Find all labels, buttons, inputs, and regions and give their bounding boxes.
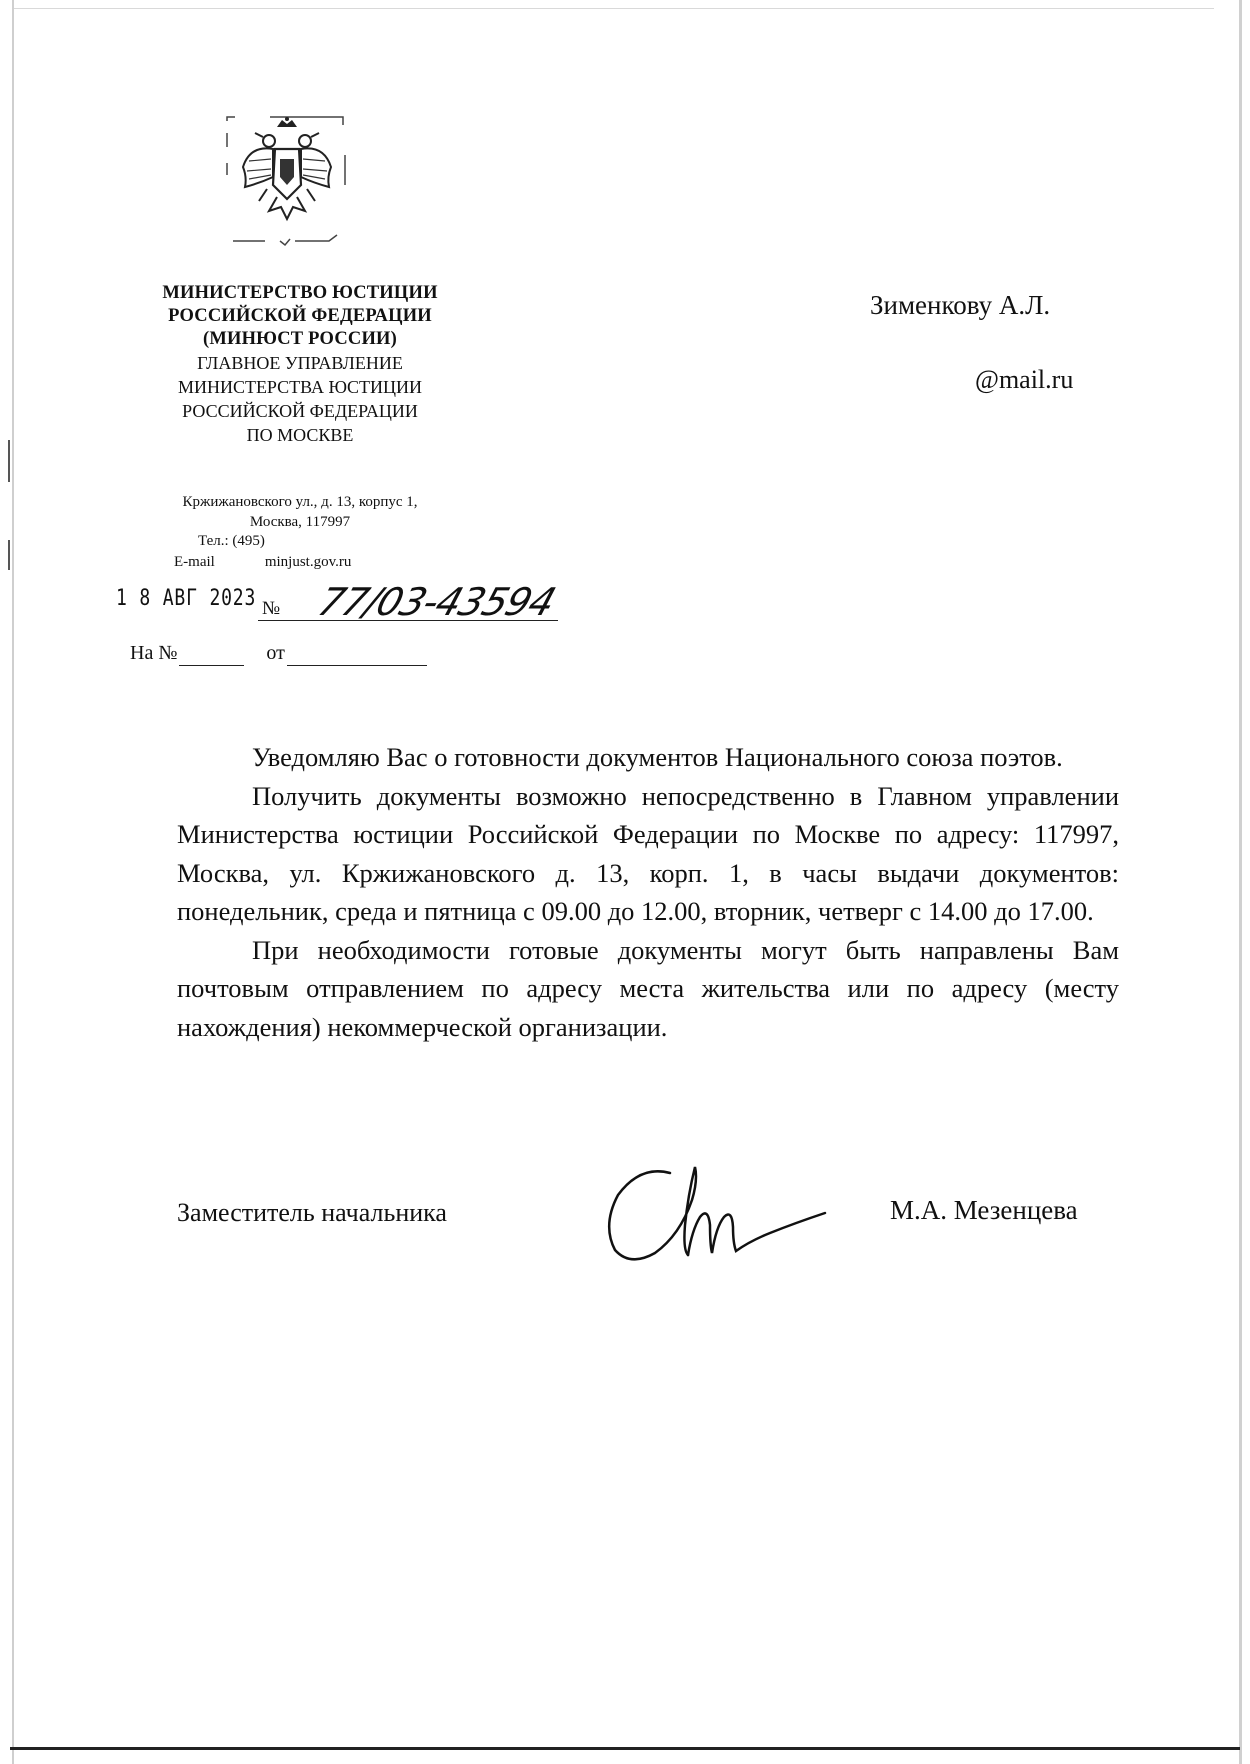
email-domain: minjust.gov.ru [264, 554, 352, 570]
department-name-line: РОССИЙСКОЙ ФЕДЕРАЦИИ [182, 401, 418, 421]
body-paragraph: При необходимости готовые документы могут быть направлены Вам почтовым отправлением по адресу места жительства или по адресу (месту нахождения) некоммерческой организации. [177, 934, 1119, 1042]
address-line: Кржижановского ул., д. 13, корпус 1, [182, 494, 418, 510]
scan-edge-top [14, 8, 1214, 9]
sender-address [120, 492, 480, 532]
scan-mark [8, 440, 10, 482]
reference-line [130, 642, 427, 666]
outgoing-number: 77/03-43594 [312, 580, 561, 624]
department-name-line: ГЛАВНОЕ УПРАВЛЕНИЕ [197, 353, 403, 373]
ministry-name-line: МИНИСТЕРСТВО ЮСТИЦИИ [162, 283, 438, 303]
date-stamp: 1 8 АВГ 2023 [116, 586, 257, 611]
ministry-name-line: РОССИЙСКОЙ ФЕДЕРАЦИИ [168, 306, 432, 326]
signatory-title: Заместитель начальника [177, 1198, 447, 1227]
coat-of-arms-icon [225, 115, 350, 250]
ref-date-blank [287, 642, 427, 666]
recipient-name: Зименкову А.Л. [870, 290, 1051, 320]
ref-number-blank [179, 642, 244, 666]
scan-edge-left [12, 0, 14, 1764]
recipient-email: @mail.ru [975, 365, 1074, 394]
department-name-line: ПО МОСКВЕ [246, 425, 354, 445]
scan-mark [8, 540, 10, 570]
scan-edge-bottom [10, 1747, 1240, 1750]
address-line: Москва, 117997 [249, 514, 351, 530]
ref-date-label: от [266, 642, 285, 664]
ref-number-label: На № [130, 642, 178, 664]
ministry-short-name: (МИНЮСТ РОССИИ) [202, 329, 398, 349]
sender-email [174, 554, 351, 571]
department-name-line: МИНИСТЕРСТВА ЮСТИЦИИ [177, 377, 423, 397]
body-paragraph: Получить документы возможно непосредственно в Главном управлении Министерства юстиции Российской Федерации по Москве по адресу: 117997, Москва, ул. Кржижановского д. 13, корп. 1, в часы выдачи документов: понедельник, среда и пятница с 09.00 до 12.00, вторник, четверг с 14.00 до 17.00. [177, 780, 1119, 926]
email-label: E-mail [174, 554, 215, 570]
sender-phone: Тел.: (495) [198, 533, 265, 549]
letter-body [177, 738, 1119, 1046]
handwritten-signature [600, 1155, 830, 1270]
signatory-name: М.А. Мезенцева [890, 1195, 1078, 1225]
outgoing-number-label: № [262, 598, 281, 619]
scan-edge-right [1239, 0, 1242, 1764]
body-paragraph: Уведомляю Вас о готовности документов Национального союза поэтов. [252, 742, 1063, 772]
letterhead [120, 282, 480, 447]
